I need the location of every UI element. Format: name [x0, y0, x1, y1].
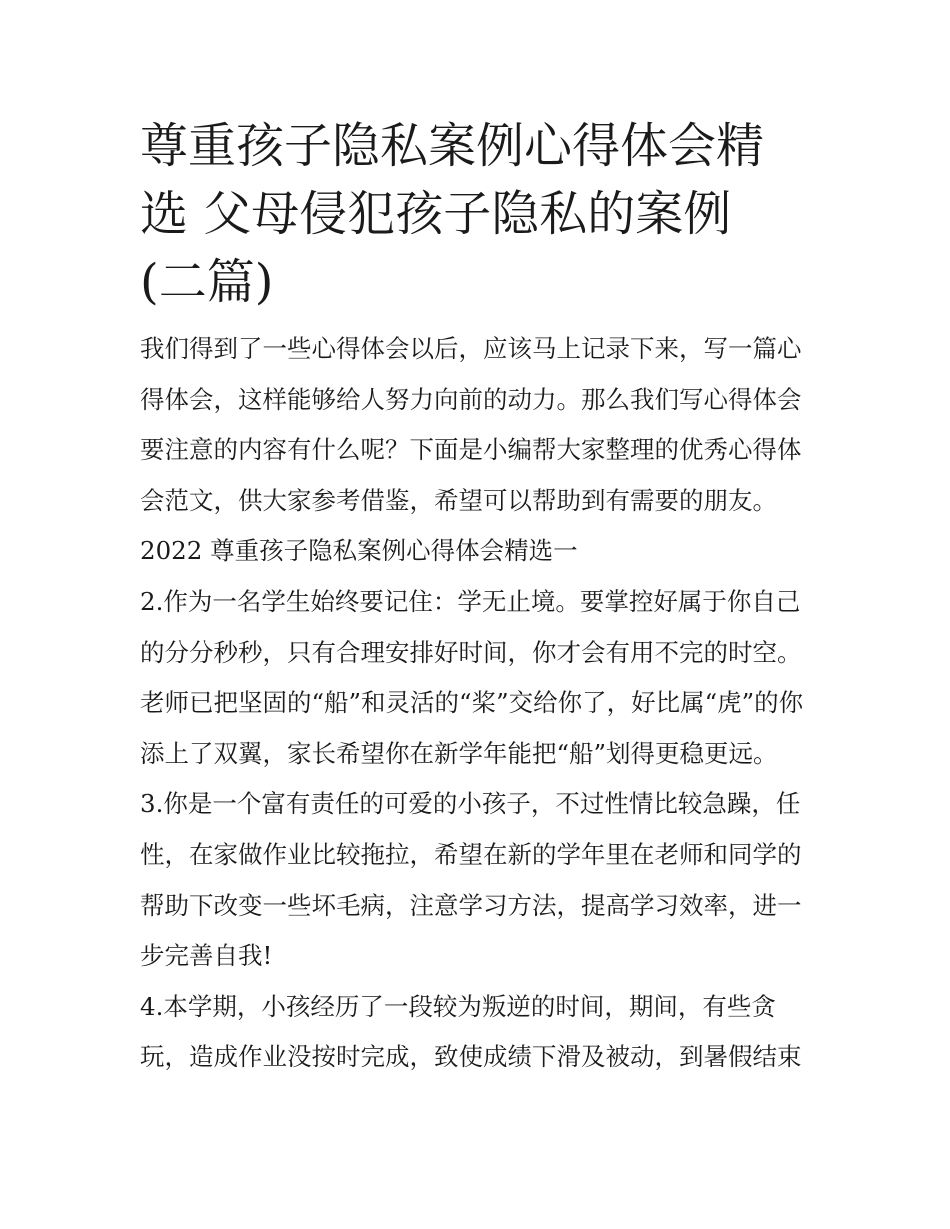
body-line: 步完善自我! [140, 941, 273, 971]
body-line: 4.本学期，小孩经历了一段较为叛逆的时间，期间，有些贪 [140, 991, 776, 1021]
body-line: 添上了双翼，家长希望你在新学年能把“船”划得更稳更远。 [140, 738, 778, 768]
body-line: 老师已把坚固的“船”和灵活的“桨”交给你了，好比属“虎”的你 [140, 688, 804, 718]
body-line: 我们得到了一些心得体会以后，应该马上记录下来，写一篇心 [140, 334, 802, 363]
body-line: 的分分秒秒，只有合理安排好时间，你才会有用不完的时空。 [140, 637, 802, 667]
document-content [140, 112, 815, 1083]
title-line-1: 尊重孩子隐私案例心得体会精 [140, 118, 765, 174]
title-line-2: 选 父母侵犯孩子隐私的案例 [140, 186, 732, 242]
body-line: 要注意的内容有什么呢？下面是小编帮大家整理的优秀心得体 [140, 435, 802, 465]
document-title [140, 112, 815, 316]
body-line: 性，在家做作业比较拖拉，希望在新的学年里在老师和同学的 [140, 839, 802, 869]
body-line: 帮助下改变一些坏毛病，注意学习方法，提高学习效率，进一 [140, 890, 802, 920]
document-body [140, 324, 815, 1083]
body-line: 玩，造成作业没按时完成，致使成绩下滑及被动，到暑假结束 [140, 1042, 802, 1072]
section-heading: 2022 尊重孩子隐私案例心得体会精选一 [140, 536, 578, 566]
body-line: 会范文，供大家参考借鉴，希望可以帮助到有需要的朋友。 [140, 485, 777, 515]
body-line: 得体会，这样能够给人努力向前的动力。那么我们写心得体会 [140, 384, 802, 414]
body-line: 2.作为一名学生始终要记住：学无止境。要掌控好属于你自己 [140, 586, 801, 616]
body-line: 3.你是一个富有责任的可爱的小孩子，不过性情比较急躁，任 [140, 789, 801, 819]
title-line-3: (二篇) [140, 254, 274, 310]
